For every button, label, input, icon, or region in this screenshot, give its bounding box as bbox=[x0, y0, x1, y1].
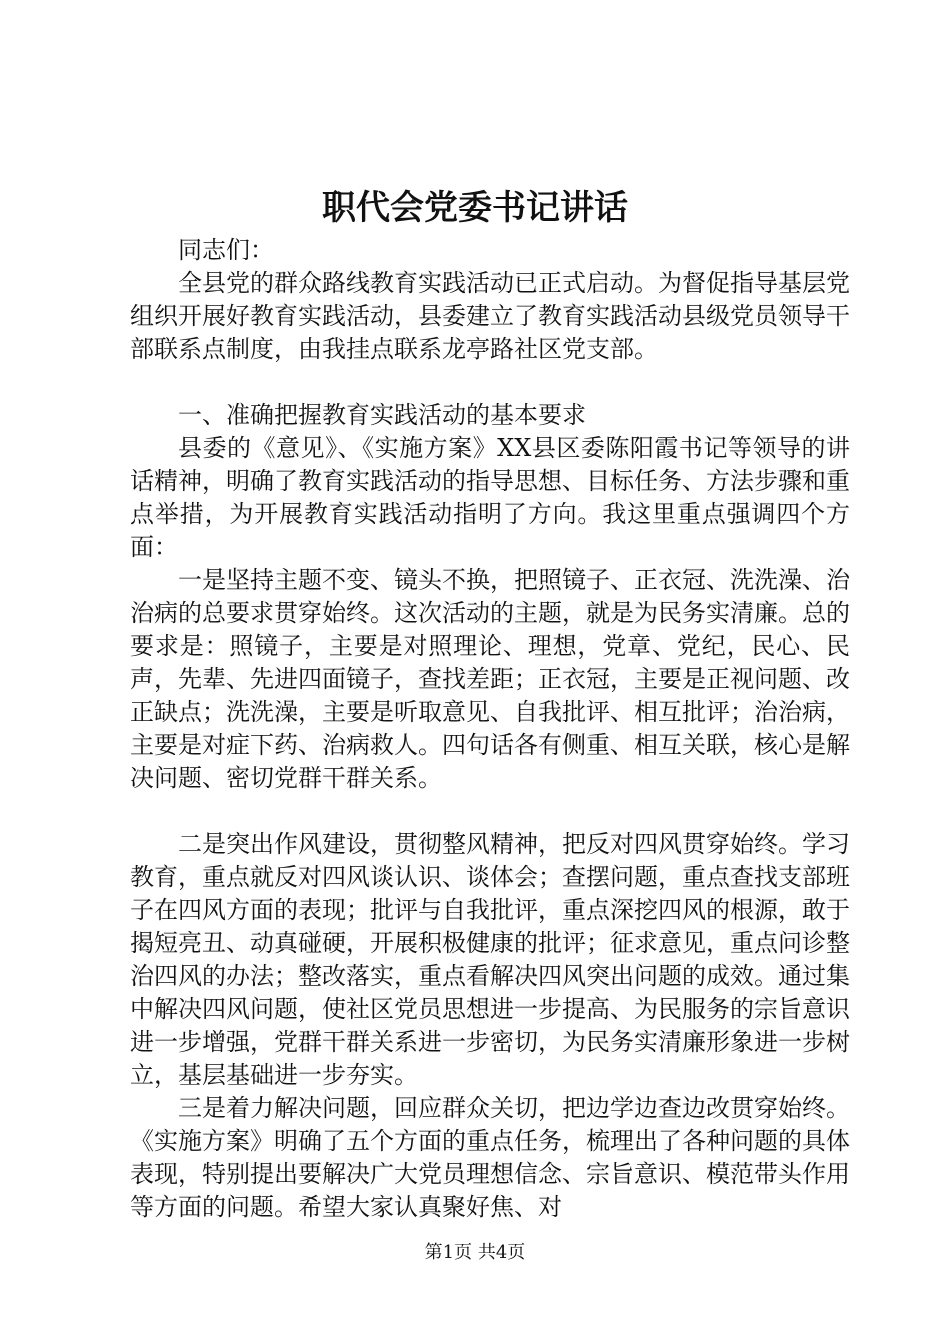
document-title: 职代会党委书记讲话 bbox=[322, 188, 628, 228]
salutation-paragraph: 同志们： bbox=[178, 236, 274, 264]
body-paragraph: 二是突出作风建设，贯彻整风精神，把反对四风贯穿始终。学习教育，重点就反对四风谈认识、谈体会；查摆问题，重点查找支部班子在四风方面的表现；批评与自我批评，重点深挖四风的根源，敢于揭短亮丑、动真碰硬，开展积极健康的批评；征求意见，重点问诊整治四风的办法；整改落实，重点看解决四风突出问题的成效。通过集中解决四风问题，使社区党员思想进一步提高、为民服务的宗旨意识进一步增强，党群干群关系进一步密切，为民务实清廉形象进一步树立，基层基础进一步夯实。 bbox=[130, 830, 850, 1089]
section-heading: 一、准确把握教育实践活动的基本要求 bbox=[178, 401, 586, 429]
body-paragraph: 县委的《意见》、《实施方案》XX县区委陈阳霞书记等领导的讲话精神，明确了教育实践活动的指导思想、目标任务、方法步骤和重点举措，为开展教育实践活动指明了方向。我这里重点强调四个方面： bbox=[130, 434, 850, 561]
body-paragraph: 三是着力解决问题，回应群众关切，把边学边查边改贯穿始终。《实施方案》明确了五个方面的重点任务，梳理出了各种问题的具体表现，特别提出要解决广大党员理想信念、宗旨意识、模范带头作用等方面的问题。希望大家认真聚好焦、对 bbox=[130, 1094, 850, 1221]
page-footer: 第1页 共4页 bbox=[424, 1242, 526, 1263]
intro-paragraph: 全县党的群众路线教育实践活动已正式启动。为督促指导基层党组织开展好教育实践活动，县委建立了教育实践活动县级党员领导干部联系点制度，由我挂点联系龙亭路社区党支部。 bbox=[130, 269, 850, 363]
body-paragraph: 一是坚持主题不变、镜头不换，把照镜子、正衣冠、洗洗澡、治治病的总要求贯穿始终。这次活动的主题，就是为民务实清廉。总的要求是：照镜子，主要是对照理论、理想，党章、党纪，民心、民声，先辈、先进四面镜子，查找差距；正衣冠，主要是正视问题、改正缺点；洗洗澡，主要是听取意见、自我批评、相互批评；治治病，主要是对症下药、治病救人。四句话各有侧重、相互关联，核心是解决问题、密切党群干群关系。 bbox=[130, 566, 850, 792]
document-body bbox=[130, 234, 850, 1224]
